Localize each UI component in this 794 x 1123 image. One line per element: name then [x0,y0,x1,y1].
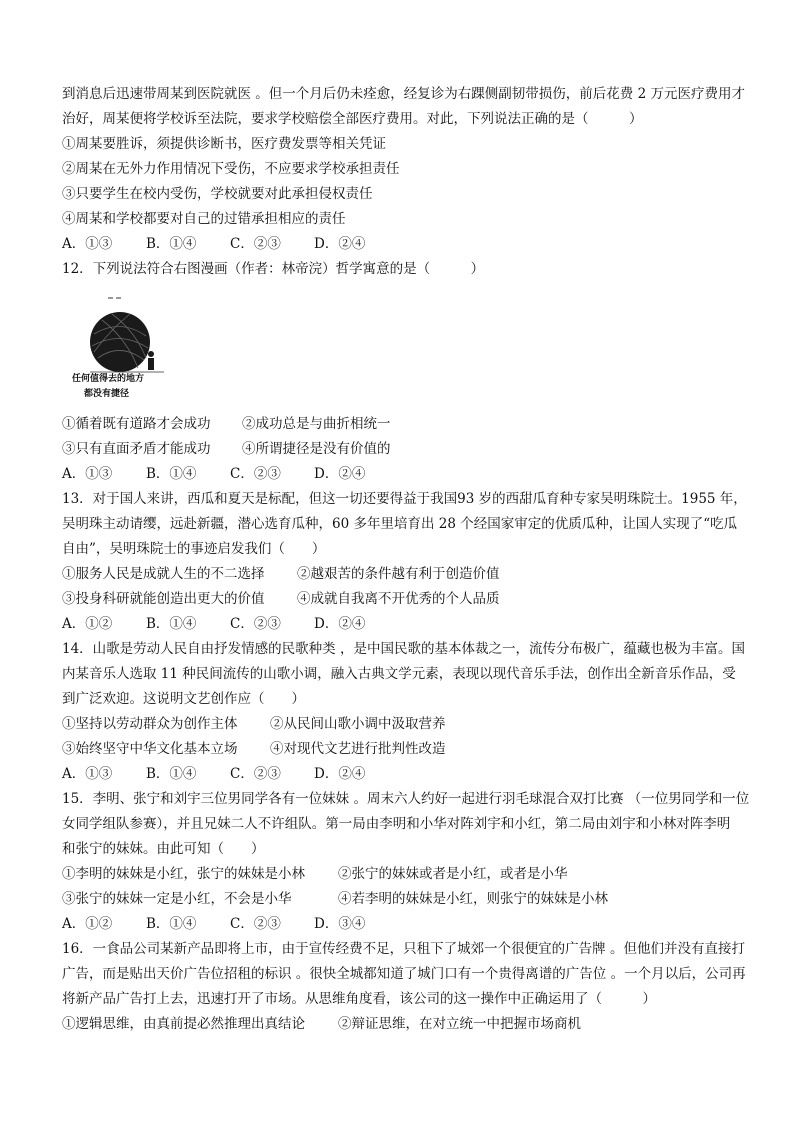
q15-option-3: ③张宁的妹妹一定是小红，不会是小华 [62,891,292,907]
q14-option-4: ④对现代文艺进行批判性改造 [270,741,446,757]
q14-option-2: ②从民间山歌小调中汲取营养 [270,716,446,732]
q14-answer-d: D．②④ [314,766,366,782]
q14-option-3: ③始终坚守中华文化基本立场 [62,741,238,757]
q13-option-1: ①服务人民是成就人生的不二选择 [62,566,265,582]
q12-answer-a: A．①③ [62,466,113,482]
q11-answer-d: D．②④ [314,236,366,252]
q11-answer-a: A．①③ [62,236,113,252]
q15-option-4: ④若李明的妹妹是小红，则张宁的妹妹是小林 [338,891,608,907]
q13-option-4: ④成就自我离不开优秀的个人品质 [297,591,500,607]
q13-answer-choices [62,612,398,636]
q11-stem-line1: 到消息后迅速带周某到医院就医 。但一个月后仍未痊愈，经复诊为右踝侧副韧带损伤，前后花费 2 万元医疗费用才 [62,86,745,102]
q12-answer-b: B．①④ [146,466,197,482]
q11-option-3: ③只要学生在校内受伤，学校就要对此承担侵权责任 [62,186,373,202]
q15-answer-a: A．①② [62,916,113,932]
q14-answer-c: C．②③ [230,766,281,782]
q16-stem-line2: 广告，而是贴出天价广告位招租的标识 。很快全城都知道了城门口有一个贵得离谱的广告位 。一个月以后，公司再 [62,966,746,982]
cartoon-caption-line2: 都没有捷径 [84,389,130,399]
q12-answer-choices [62,462,398,486]
q13-answer-b: B．①④ [146,616,197,632]
q14-answer-b: B．①④ [146,766,197,782]
q16-option-1: ①逻辑思维，由真前提必然推理出真结论 [62,1016,305,1032]
q14-answer-choices [62,762,398,786]
q15-option-2: ②张宁的妹妹或者是小红，或者是小华 [338,866,568,882]
q12-stem: 12．下列说法符合右图漫画（作者：林帝浣）哲学寓意的是（ ） [62,261,485,277]
q16-option-2: ②辩证思维，在对立统一中把握市场商机 [338,1016,581,1032]
q15-answer-c: C．②③ [230,916,281,932]
q11-stem-line2: 治好，周某便将学校诉至法院，要求学校赔偿全部医疗费用。对此，下列说法正确的是（ ） [62,111,643,127]
q16-stem-line3: 将新产品广告打上去，迅速打开了市场。从思维角度看，该公司的这一操作中正确运用了（ ） [62,991,656,1007]
q14-option-1: ①坚持以劳动群众为创作主体 [62,716,238,732]
q12-options-row2 [62,437,391,461]
q14-answer-a: A．①③ [62,766,113,782]
q11-answer-choices [62,232,398,256]
q13-answer-d: D．②④ [314,616,366,632]
q13-answer-c: C．②③ [230,616,281,632]
q12-option-1: ①循着既有道路才会成功 [62,416,211,432]
q15-answer-choices [62,912,398,936]
q15-answer-d: D．③④ [314,916,366,932]
q13-options-row2 [62,587,500,611]
q12-option-4: ④所谓捷径是没有价值的 [242,441,391,457]
q15-option-1: ①李明的妹妹是小红，张宁的妹妹是小林 [62,866,305,882]
q12-option-3: ③只有直面矛盾才能成功 [62,441,211,457]
q12-answer-c: C．②③ [230,466,281,482]
cartoon-caption-line1: 任何值得去的地方 [72,374,145,384]
q15-options-row2 [62,887,608,911]
q15-stem-line2: 女同学组队参赛），并且兄妹二人不许组队。第一局由李明和小华对阵刘宇和小红，第二局由刘宇和小林对阵李明 [62,816,731,832]
yarn-ball-cartoon-icon [80,294,170,374]
q15-options-row1 [62,862,568,886]
q13-stem-line1: 13．对于国人来讲，西瓜和夏天是标配，但这一切还要得益于我国93 岁的西甜瓜育种专家吴明珠院士。1955 年， [62,491,747,507]
q14-stem-line2: 内某音乐人选取 11 种民间流传的山歌小调，融入古典文学元素，表现以现代音乐手法，创作出全新音乐作品，受 [62,666,736,682]
q12-answer-d: D．②④ [314,466,366,482]
q14-stem-line1: 14．山歌是劳动人民自由抒发情感的民歌种类 ，是中国民歌的基本体裁之一，流传分布极广，蕴藏也极为丰富。国 [62,641,745,657]
q16-options-row1 [62,1012,581,1036]
q13-answer-a: A．①② [62,616,113,632]
q11-answer-c: C．②③ [230,236,281,252]
q15-stem-line3: 和张宁的妹妹。由此可知（ ） [62,841,265,857]
q12-option-2: ②成功总是与曲折相统一 [242,416,391,432]
q14-stem-line3: 到广泛欢迎。这说明文艺创作应（ ） [62,691,305,707]
q13-stem-line3: 自由”，吴明珠院士的事迹启发我们（ ） [62,541,326,557]
q14-options-row2 [62,737,446,761]
q15-answer-b: B．①④ [146,916,197,932]
q13-option-2: ②越艰苦的条件越有利于创造价值 [297,566,500,582]
q11-option-4: ④周某和学校都要对自己的过错承担相应的责任 [62,211,346,227]
q14-options-row1 [62,712,446,736]
q11-answer-b: B．①④ [146,236,197,252]
q11-option-2: ②周某在无外力作用情况下受伤，不应要求学校承担责任 [62,161,400,177]
q15-stem-line1: 15．李明、张宁和刘宇三位男同学各有一位妹妹 。周末六人约好一起进行羽毛球混合双打比赛 （一位男同学和一位 [62,791,750,807]
q13-options-row1 [62,562,500,586]
q13-option-3: ③投身科研就能创造出更大的价值 [62,591,265,607]
q12-options-row1 [62,412,391,436]
q16-stem-line1: 16．一食品公司某新产品即将上市，由于宣传经费不足，只租下了城郊一个很便宜的广告牌 。但他们并没有直接打 [62,941,745,957]
q11-option-1: ①周某要胜诉，须提供诊断书，医疗费发票等相关凭证 [62,136,386,152]
q13-stem-line2: 吴明珠主动请缨，远赴新疆，潜心选育瓜种，60 多年里培育出 28 个经国家审定的优质瓜种，让国人实现了“吃瓜 [62,516,738,532]
